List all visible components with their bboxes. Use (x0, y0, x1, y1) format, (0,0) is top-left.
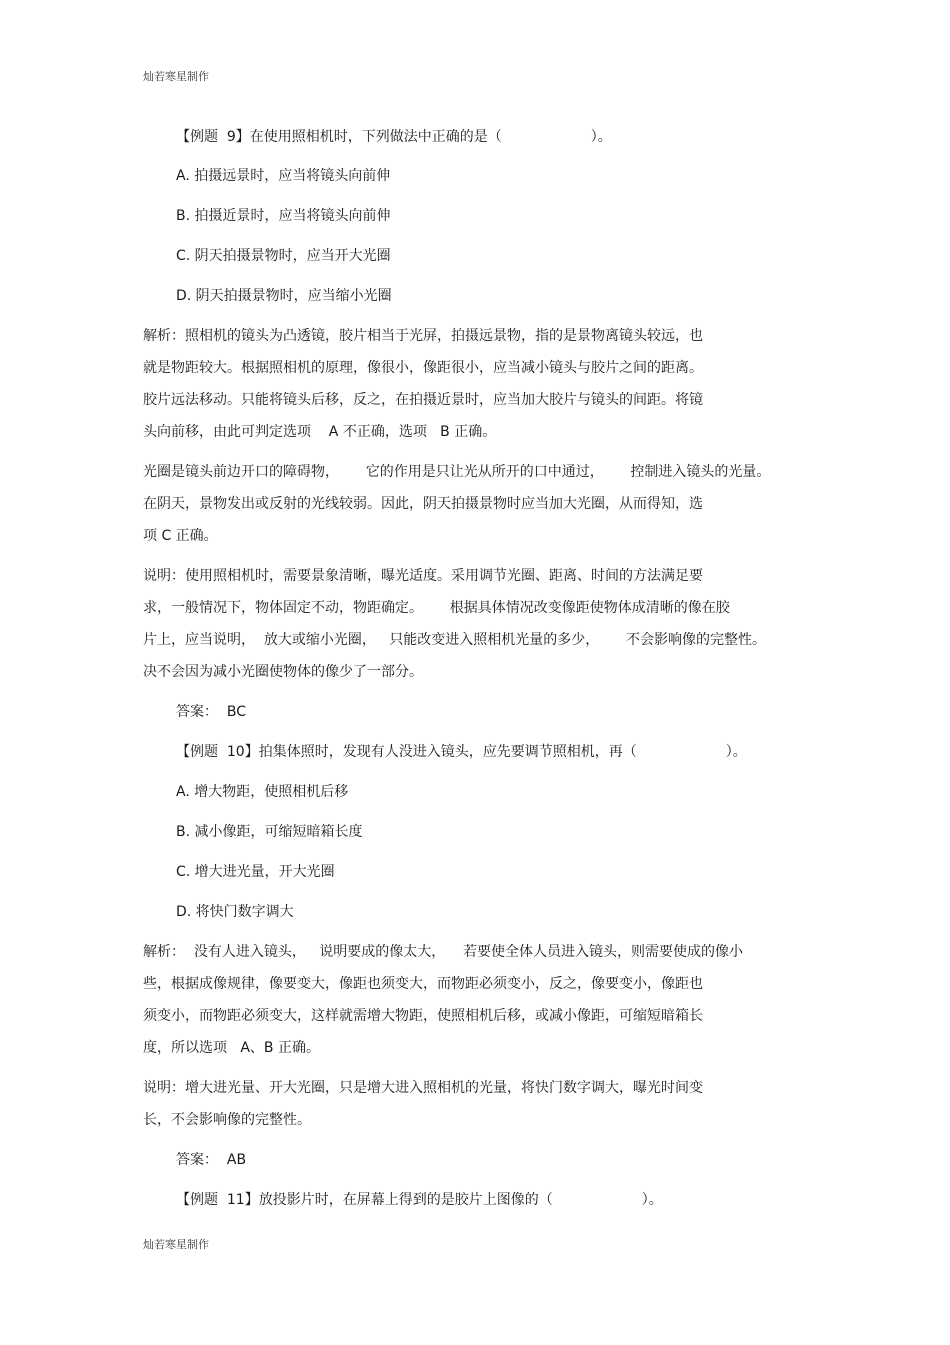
question-9-option-c: C. 阴天拍摄景物时，应当开大光圈 (176, 248, 391, 264)
question-10-stem: 【例题 10】拍集体照时，发现有人没进入镜头，应先要调节照相机，再（ ）。 (176, 744, 747, 760)
question-10-option-c: C. 增大进光量，开大光圈 (176, 864, 335, 880)
question-9-option-b: B. 拍摄近景时，应当将镜头向前伸 (176, 208, 391, 224)
analysis-line: 解析：照相机的镜头为凸透镜，胶片相当于光屏，拍摄远景物，指的是景物离镜头较远，也 (143, 328, 703, 344)
question-10-option-d: D. 将快门数字调大 (176, 904, 294, 920)
page-footer: 灿若寒星制作 (143, 1238, 209, 1251)
question-10-option-a: A. 增大物距，使照相机后移 (176, 784, 349, 800)
question-9-option-a: A. 拍摄远景时，应当将镜头向前伸 (176, 168, 391, 184)
note-line: 求，一般情况下，物体固定不动，物距确定。 根据具体情况改变像距使物体成清晰的像在胶 (143, 600, 730, 616)
analysis-line: 解析： 没有人进入镜头， 说明要成的像太大， 若要使全体人员进入镜头，则需要使成的像小 (143, 944, 744, 960)
question-11-stem: 【例题 11】放投影片时，在屏幕上得到的是胶片上图像的（ ）。 (176, 1192, 663, 1208)
note-line: 片上，应当说明， 放大或缩小光圈， 只能改变进入照相机光量的多少， 不会影响像的完整性。 (143, 632, 766, 648)
note-line: 长，不会影响像的完整性。 (143, 1112, 311, 1128)
analysis-line: 些，根据成像规律，像要变大，像距也须变大，而物距必须变小，反之，像要变小，像距也 (143, 976, 703, 992)
answer-10: 答案： AB (176, 1152, 247, 1168)
analysis-line: 须变小，而物距必须变大，这样就需增大物距，使照相机后移，或减小像距，可缩短暗箱长 (143, 1008, 703, 1024)
analysis-line: 在阴天，景物发出或反射的光线较弱。因此，阴天拍摄景物时应当加大光圈，从而得知，选 (143, 496, 703, 512)
note-line: 说明：使用照相机时，需要景象清晰，曝光适度。采用调节光圈、距离、时间的方法满足要 (143, 568, 703, 584)
answer-9: 答案： BC (176, 704, 247, 720)
page-header: 灿若寒星制作 (143, 70, 209, 83)
note-line: 决不会因为减小光圈使物体的像少了一部分。 (143, 664, 423, 680)
analysis-line: 光圈是镜头前边开口的障碍物， 它的作用是只让光从所开的口中通过， 控制进入镜头的光量。 (143, 464, 771, 480)
analysis-line: 度，所以选项 A、B 正确。 (143, 1040, 320, 1056)
analysis-line: 头向前移，由此可判定选项 A 不正确，选项 B 正确。 (143, 424, 497, 440)
question-9-stem: 【例题 9】在使用照相机时，下列做法中正确的是（ ）。 (176, 129, 612, 145)
analysis-line: 胶片远法移动。只能将镜头后移，反之，在拍摄近景时，应当加大胶片与镜头的间距。将镜 (143, 392, 703, 408)
question-9-option-d: D. 阴天拍摄景物时，应当缩小光圈 (176, 288, 392, 304)
analysis-line: 就是物距较大。根据照相机的原理，像很小，像距很小，应当减小镜头与胶片之间的距离。 (143, 360, 703, 376)
note-line: 说明：增大进光量、开大光圈，只是增大进入照相机的光量，将快门数字调大，曝光时间变 (143, 1080, 703, 1096)
analysis-line: 项 C 正确。 (143, 528, 218, 544)
question-10-option-b: B. 减小像距，可缩短暗箱长度 (176, 824, 363, 840)
